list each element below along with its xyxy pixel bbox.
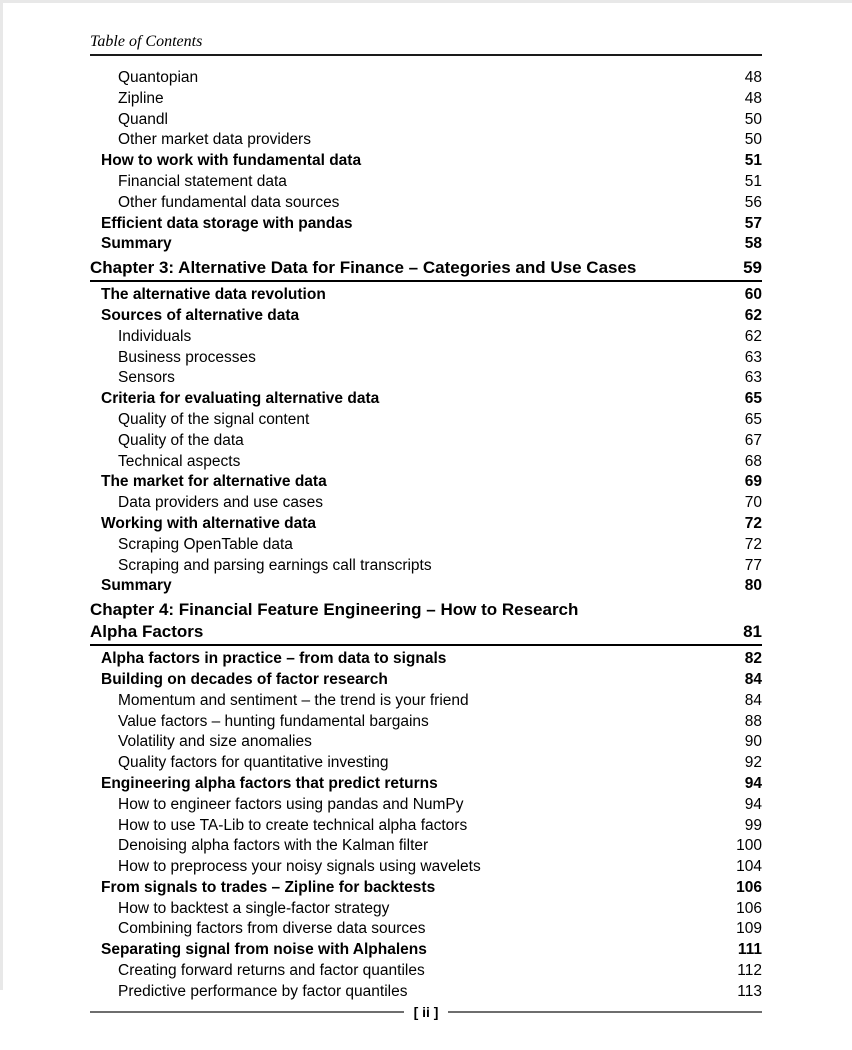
- toc-entry-page: 50: [744, 131, 762, 149]
- toc-entry[interactable]: [90, 576, 762, 597]
- toc-entry-page: 92: [744, 754, 762, 772]
- toc-entry[interactable]: [90, 940, 762, 961]
- toc-entry[interactable]: [90, 535, 762, 556]
- toc-entry-title: Creating forward returns and factor quantiles: [118, 962, 425, 980]
- toc-entry-page: 51: [744, 172, 762, 190]
- toc-entry-title: Engineering alpha factors that predict returns: [101, 774, 438, 792]
- toc-entry-title: Quandl: [118, 110, 168, 128]
- toc-entry-title: Quantopian: [118, 69, 199, 86]
- toc-entry[interactable]: [90, 110, 762, 131]
- toc-entry-page: 57: [744, 214, 762, 232]
- toc-entry-page: 59: [743, 258, 762, 278]
- toc-entry-page: 69: [744, 473, 762, 491]
- toc-entry-page: 112: [737, 962, 762, 980]
- running-header: [90, 33, 762, 56]
- page-content: [90, 33, 762, 1003]
- toc-entry-page: 72: [744, 535, 762, 553]
- toc-entry[interactable]: [90, 732, 762, 753]
- toc-entry-page: 80: [744, 577, 762, 595]
- toc-entry[interactable]: [90, 878, 762, 899]
- toc-entry[interactable]: [90, 285, 762, 306]
- toc-entry[interactable]: [90, 774, 762, 795]
- toc-entry-title: How to engineer factors using pandas and NumPy: [118, 795, 464, 813]
- toc-entry-title: Momentum and sentiment – the trend is your friend: [118, 691, 469, 709]
- toc-entry[interactable]: [90, 257, 762, 282]
- toc-list: [90, 68, 762, 1003]
- toc-entry[interactable]: [90, 753, 762, 774]
- toc-entry[interactable]: [90, 649, 762, 670]
- toc-entry[interactable]: [90, 234, 762, 255]
- toc-entry-page: 94: [744, 774, 762, 792]
- toc-entry[interactable]: [90, 389, 762, 410]
- toc-entry-title: How to use TA-Lib to create technical alpha factors: [118, 816, 468, 834]
- toc-entry-title: Sensors: [118, 369, 175, 387]
- toc-entry-title: Business processes: [118, 348, 256, 366]
- toc-entry-title: The market for alternative data: [101, 473, 327, 491]
- toc-entry[interactable]: [90, 89, 762, 110]
- toc-entry-title: Scraping OpenTable data: [118, 535, 293, 553]
- toc-entry-page: 113: [737, 982, 762, 1000]
- toc-entry-page: 90: [744, 733, 762, 751]
- toc-entry-page: 60: [744, 286, 762, 304]
- toc-entry-title: From signals to trades – Zipline for backtests: [101, 878, 436, 896]
- toc-entry-page: 63: [744, 348, 762, 366]
- toc-entry-title: Chapter 4: Financial Feature Engineering – How to Research: [90, 600, 579, 620]
- toc-entry[interactable]: [90, 130, 762, 151]
- toc-entry-title: Summary: [101, 235, 172, 253]
- page-footer: [90, 1003, 762, 1021]
- toc-entry-title: Zipline: [118, 89, 164, 107]
- toc-entry[interactable]: [90, 982, 762, 1003]
- toc-entry[interactable]: [90, 857, 762, 878]
- toc-entry-page: 94: [744, 795, 762, 813]
- toc-entry[interactable]: [90, 151, 762, 172]
- toc-entry[interactable]: [90, 306, 762, 327]
- toc-entry-title: Data providers and use cases: [118, 494, 324, 512]
- toc-entry-title: Summary: [101, 577, 172, 595]
- toc-entry-title: Denoising alpha factors with the Kalman filter: [118, 837, 429, 855]
- toc-entry-page: 70: [744, 494, 762, 512]
- toc-entry-page: 106: [736, 878, 762, 896]
- toc-entry-title: Predictive performance by factor quantiles: [118, 982, 408, 1000]
- toc-entry-title: How to preprocess your noisy signals using wavelets: [118, 858, 481, 876]
- toc-entry-title: Technical aspects: [118, 452, 241, 470]
- toc-entry-title: Criteria for evaluating alternative data: [101, 390, 380, 408]
- toc-entry-title: How to work with fundamental data: [101, 152, 362, 170]
- toc-entry-title: Other market data providers: [118, 131, 311, 149]
- toc-entry[interactable]: [90, 816, 762, 837]
- toc-entry-title: Chapter 3: Alternative Data for Finance – Categories and Use Cases: [90, 258, 637, 278]
- footer-rule-right: [448, 1011, 762, 1013]
- toc-entry[interactable]: [90, 452, 762, 473]
- toc-entry-page: 50: [744, 110, 762, 128]
- toc-entry[interactable]: [90, 193, 762, 214]
- toc-entry-page: 84: [744, 670, 762, 688]
- toc-entry-title: Value factors – hunting fundamental bargains: [118, 712, 429, 730]
- toc-entry-title: Volatility and size anomalies: [118, 733, 312, 751]
- toc-entry[interactable]: [90, 348, 762, 369]
- toc-entry[interactable]: [90, 919, 762, 940]
- toc-entry[interactable]: [90, 472, 762, 493]
- toc-entry-page: 65: [744, 390, 762, 408]
- toc-entry-page: 51: [744, 152, 762, 170]
- toc-entry-page: 100: [736, 837, 762, 855]
- toc-entry-title: Quality factors for quantitative investing: [118, 754, 389, 772]
- toc-entry-title: How to backtest a single-factor strategy: [118, 899, 390, 917]
- toc-entry-page: 84: [744, 691, 762, 709]
- toc-entry-page: 62: [744, 327, 762, 345]
- toc-entry-page: 104: [736, 858, 762, 876]
- toc-entry-title: Working with alternative data: [101, 514, 317, 532]
- toc-entry-page: 109: [736, 920, 762, 938]
- toc-entry-title: Quality of the signal content: [118, 410, 310, 428]
- running-header-title: Table of Contents: [90, 33, 203, 50]
- toc-entry-title: Combining factors from diverse data sources: [118, 920, 426, 938]
- toc-entry-page: 62: [744, 306, 762, 324]
- toc-entry[interactable]: [90, 599, 762, 621]
- toc-entry[interactable]: [90, 431, 762, 452]
- toc-entry-title: Efficient data storage with pandas: [101, 214, 353, 232]
- toc-entry[interactable]: [90, 514, 762, 535]
- toc-entry-title: Individuals: [118, 327, 192, 345]
- toc-entry-page: 65: [744, 410, 762, 428]
- footer-page-number: [ ii ]: [413, 1004, 439, 1020]
- toc-entry-page: 63: [744, 369, 762, 387]
- toc-entry-title: Financial statement data: [118, 172, 287, 190]
- footer-rule-left: [90, 1011, 404, 1013]
- toc-entry-title: The alternative data revolution: [101, 286, 326, 304]
- toc-entry[interactable]: [90, 899, 762, 920]
- toc-entry-title: Quality of the data: [118, 431, 244, 449]
- toc-entry-page: 82: [744, 650, 762, 668]
- toc-entry[interactable]: [90, 795, 762, 816]
- toc-entry[interactable]: [90, 327, 762, 348]
- toc-entry-page: 58: [744, 235, 762, 253]
- toc-entry[interactable]: [90, 836, 762, 857]
- toc-entry-title: Alpha factors in practice – from data to signals: [101, 650, 447, 668]
- toc-entry-title: Separating signal from noise with Alphalens: [101, 941, 427, 959]
- toc-entry[interactable]: [90, 691, 762, 712]
- toc-entry-page: 106: [736, 899, 762, 917]
- page-edge-top: [0, 0, 852, 3]
- toc-entry-page: 48: [744, 69, 762, 86]
- toc-entry-title: Scraping and parsing earnings call transcripts: [118, 556, 432, 574]
- toc-entry[interactable]: [90, 712, 762, 733]
- toc-entry[interactable]: [90, 68, 762, 89]
- toc-entry-page: 68: [744, 452, 762, 470]
- toc-entry[interactable]: [90, 410, 762, 431]
- toc-entry[interactable]: [90, 172, 762, 193]
- toc-entry[interactable]: [90, 961, 762, 982]
- toc-entry-page: 81: [743, 622, 762, 642]
- toc-entry[interactable]: [90, 621, 762, 646]
- toc-entry[interactable]: [90, 493, 762, 514]
- toc-entry-title: Sources of alternative data: [101, 306, 300, 324]
- toc-entry[interactable]: [90, 556, 762, 577]
- toc-entry[interactable]: [90, 670, 762, 691]
- toc-entry[interactable]: [90, 214, 762, 235]
- toc-entry[interactable]: [90, 368, 762, 389]
- toc-entry-page: 72: [744, 514, 762, 532]
- toc-entry-page: 56: [744, 193, 762, 211]
- toc-entry-page: 67: [744, 431, 762, 449]
- toc-entry-title: Alpha Factors: [90, 622, 204, 642]
- toc-entry-title: Building on decades of factor research: [101, 670, 388, 688]
- toc-entry-page: 99: [744, 816, 762, 834]
- toc-entry-title: Other fundamental data sources: [118, 193, 340, 211]
- toc-entry-page: 48: [744, 89, 762, 107]
- toc-entry-page: 111: [737, 941, 762, 959]
- toc-entry-page: 88: [744, 712, 762, 730]
- toc-entry-page: 77: [744, 556, 762, 574]
- page-edge-left: [0, 0, 3, 990]
